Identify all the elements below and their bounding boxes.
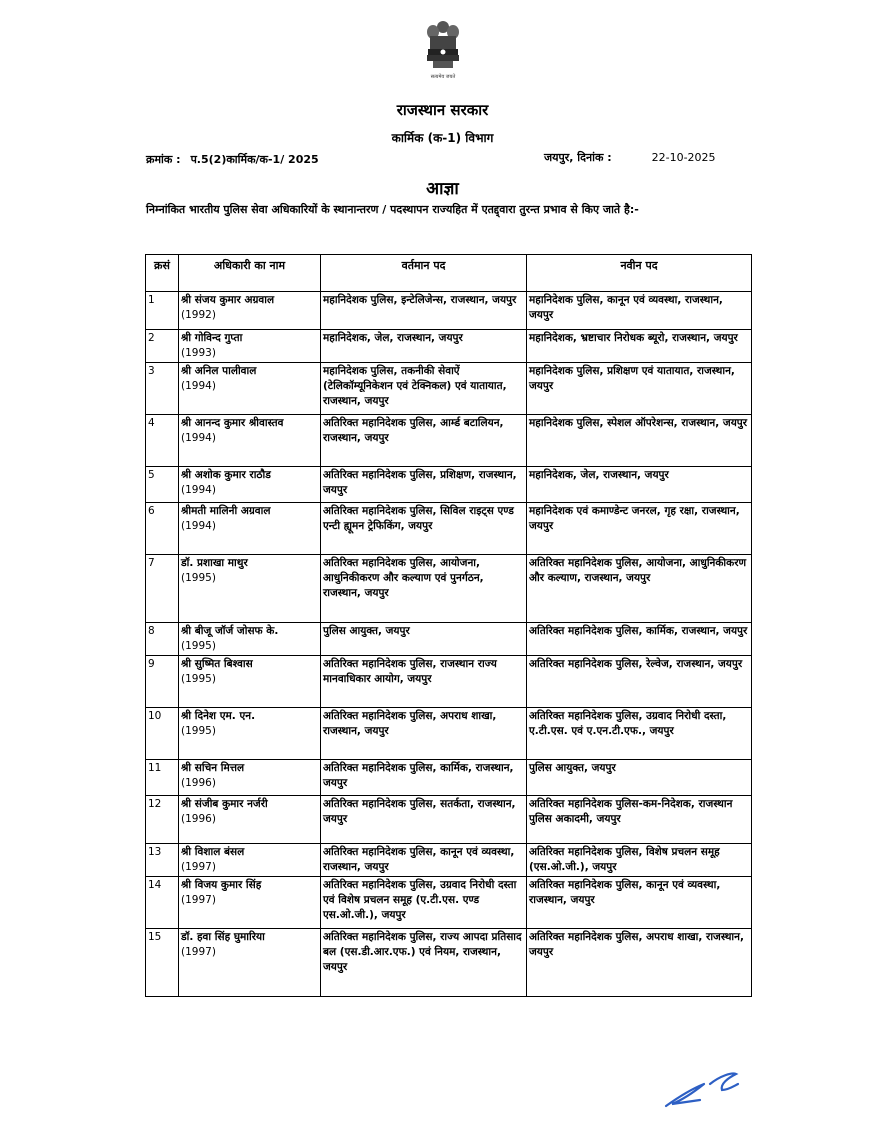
batch-year: (1997): [181, 861, 216, 873]
serial-number: 15: [146, 929, 179, 997]
officer-name: श्री संजय कुमार अग्रवाल: [181, 294, 275, 306]
officer-name: श्री सचिन मित्तल: [181, 762, 245, 774]
new-post: अतिरिक्त महानिदेशक पुलिस, उग्रवाद निरोधी दस्ता, ए.टी.एस. एवं ए.एन.टी.एफ., जयपुर: [527, 708, 752, 760]
new-post: पुलिस आयुक्त, जयपुर: [527, 760, 752, 796]
officer-cell: [179, 467, 321, 503]
reference-value: प.5(2)कार्मिक/क-1/ 2025: [190, 153, 319, 166]
batch-year: (1996): [181, 813, 216, 825]
batch-year: (1992): [181, 309, 216, 321]
new-post: अतिरिक्त महानिदेशक पुलिस, रेल्वेज, राजस्थान, जयपुर: [527, 656, 752, 708]
new-post: महानिदेशक, जेल, राजस्थान, जयपुर: [527, 467, 752, 503]
batch-year: (1997): [181, 946, 216, 958]
state-emblem: [419, 18, 467, 82]
department-title: कार्मिक (क-1) विभाग: [391, 131, 494, 145]
batch-year: (1994): [181, 380, 216, 392]
table-row: [146, 467, 752, 503]
serial-number: 8: [146, 623, 179, 656]
table-row: [146, 503, 752, 555]
batch-year: (1995): [181, 640, 216, 652]
officer-cell: [179, 555, 321, 623]
current-post: अतिरिक्त महानिदेशक पुलिस, अपराध शाखा, राजस्थान, जयपुर: [321, 708, 527, 760]
officer-cell: [179, 503, 321, 555]
officer-name: श्री आनन्द कुमार श्रीवास्तव: [181, 417, 284, 429]
current-post: महानिदेशक पुलिस, इन्टेलिजेन्स, राजस्थान, जयपुर: [321, 292, 527, 330]
officer-cell: [179, 292, 321, 330]
current-post: महानिदेशक पुलिस, तकनीकी सेवाऐं (टेलिकॉम्यूनिकेशन एवं टेक्निकल) एवं यातायात, राजस्थान, जयपुर: [321, 363, 527, 415]
officer-name: डॉ. हवा सिंह घुमारिया: [181, 931, 265, 943]
table-row: [146, 555, 752, 623]
header-new-post: नवीन पद: [527, 255, 752, 292]
serial-number: 2: [146, 330, 179, 363]
batch-year: (1995): [181, 572, 216, 584]
order-date: 22-10-2025: [651, 151, 716, 164]
table-row: [146, 796, 752, 844]
new-post: अतिरिक्त महानिदेशक पुलिस, आयोजना, आधुनिकीकरण और कल्याण, राजस्थान, जयपुर: [527, 555, 752, 623]
current-post: अतिरिक्त महानिदेशक पुलिस, आयोजना, आधुनिकीकरण और कल्याण एवं पुनर्गठन, राजस्थान, जयपुर: [321, 555, 527, 623]
batch-year: (1994): [181, 484, 216, 496]
current-post: अतिरिक्त महानिदेशक पुलिस, राज्य आपदा प्रतिसाद बल (एस.डी.आर.एफ.) एवं नियम, राजस्थान, जयपुर: [321, 929, 527, 997]
table-row: [146, 292, 752, 330]
government-title: राजस्थान सरकार: [396, 101, 489, 119]
place-date: [544, 150, 716, 165]
officer-name: श्री अशोक कुमार राठौड: [181, 469, 271, 481]
batch-year: (1995): [181, 725, 216, 737]
officer-cell: [179, 623, 321, 656]
batch-year: (1993): [181, 347, 216, 359]
new-post: महानिदेशक पुलिस, प्रशिक्षण एवं यातायात, राजस्थान, जयपुर: [527, 363, 752, 415]
signature: [660, 1066, 740, 1110]
new-post: महानिदेशक, भ्रष्टाचार निरोधक ब्यूरो, राजस्थान, जयपुर: [527, 330, 752, 363]
header-serial: क्रसं: [146, 255, 179, 292]
officer-cell: [179, 656, 321, 708]
current-post: अतिरिक्त महानिदेशक पुलिस, कानून एवं व्यवस्था, राजस्थान, जयपुर: [321, 844, 527, 877]
officer-name: श्री बीजू जॉर्ज जोसफ के.: [181, 625, 279, 637]
current-post: पुलिस आयुक्त, जयपुर: [321, 623, 527, 656]
current-post: अतिरिक्त महानिदेशक पुलिस, प्रशिक्षण, राजस्थान, जयपुर: [321, 467, 527, 503]
reference-number: [146, 152, 319, 167]
officer-name: श्री अनिल पालीवाल: [181, 365, 257, 377]
officer-name: श्री संजीब कुमार नर्जरी: [181, 798, 268, 810]
serial-number: 13: [146, 844, 179, 877]
officer-cell: [179, 929, 321, 997]
serial-number: 5: [146, 467, 179, 503]
current-post: अतिरिक्त महानिदेशक पुलिस, कार्मिक, राजस्थान, जयपुर: [321, 760, 527, 796]
batch-year: (1995): [181, 673, 216, 685]
table-header-row: [146, 255, 752, 292]
place-label: जयपुर, दिनांक :: [544, 151, 612, 164]
serial-number: 4: [146, 415, 179, 467]
table-row: [146, 656, 752, 708]
new-post: अतिरिक्त महानिदेशक पुलिस, विशेष प्रचलन समूह (एस.ओ.जी.), जयपुर: [527, 844, 752, 877]
new-post: महानिदेशक एवं कमाण्डेन्ट जनरल, गृह रक्षा, राजस्थान, जयपुर: [527, 503, 752, 555]
ashoka-lion-emblem-icon: [419, 18, 467, 74]
officer-name: श्री सुष्मित बिश्वास: [181, 658, 253, 670]
officer-cell: [179, 844, 321, 877]
serial-number: 7: [146, 555, 179, 623]
new-post: अतिरिक्त महानिदेशक पुलिस, कानून एवं व्यवस्था, राजस्थान, जयपुर: [527, 877, 752, 929]
officer-cell: [179, 877, 321, 929]
officer-name: श्री गोविन्द गुप्ता: [181, 332, 243, 344]
header-officer-name: अधिकारी का नाम: [179, 255, 321, 292]
new-post: अतिरिक्त महानिदेशक पुलिस-कम-निदेशक, राजस्थान पुलिस अकादमी, जयपुर: [527, 796, 752, 844]
serial-number: 1: [146, 292, 179, 330]
current-post: अतिरिक्त महानिदेशक पुलिस, सिविल राइट्स एण्ड एन्टी ह्यूमन ट्रेफिकिंग, जयपुर: [321, 503, 527, 555]
serial-number: 9: [146, 656, 179, 708]
current-post: अतिरिक्त महानिदेशक पुलिस, सतर्कता, राजस्थान, जयपुर: [321, 796, 527, 844]
new-post: महानिदेशक पुलिस, स्पेशल ऑपरेशन्स, राजस्थान, जयपुर: [527, 415, 752, 467]
table-row: [146, 877, 752, 929]
order-title: आज्ञा: [426, 179, 459, 199]
table-row: [146, 623, 752, 656]
officer-cell: [179, 760, 321, 796]
emblem-motto: सत्यमेव जयते: [430, 74, 456, 80]
officer-cell: [179, 330, 321, 363]
serial-number: 14: [146, 877, 179, 929]
batch-year: (1994): [181, 520, 216, 532]
officer-cell: [179, 708, 321, 760]
officer-name: श्री दिनेश एम. एन.: [181, 710, 256, 722]
serial-number: 3: [146, 363, 179, 415]
table-row: [146, 415, 752, 467]
officer-cell: [179, 796, 321, 844]
serial-number: 11: [146, 760, 179, 796]
current-post: अतिरिक्त महानिदेशक पुलिस, राजस्थान राज्य मानवाधिकार आयोग, जयपुर: [321, 656, 527, 708]
reference-label: क्रमांक :: [146, 153, 181, 166]
table-row: [146, 760, 752, 796]
transfer-table: [145, 254, 752, 997]
table-row: [146, 708, 752, 760]
table-row: [146, 844, 752, 877]
table-row: [146, 330, 752, 363]
new-post: अतिरिक्त महानिदेशक पुलिस, कार्मिक, राजस्थान, जयपुर: [527, 623, 752, 656]
officer-name: श्रीमती मालिनी अग्रवाल: [181, 505, 271, 517]
officer-name: श्री विजय कुमार सिंह: [181, 879, 262, 891]
serial-number: 12: [146, 796, 179, 844]
current-post: अतिरिक्त महानिदेशक पुलिस, उग्रवाद निरोधी दस्ता एवं विशेष प्रचलन समूह (ए.टी.एस. एण्ड एस.ओ.जी.), जयपुर: [321, 877, 527, 929]
serial-number: 10: [146, 708, 179, 760]
intro-text: निम्नांकित भारतीय पुलिस सेवा अधिकारियों के स्थानान्तरण / पदस्थापन राज्यहित में एतद्द्वारा तुरन्त प्रभाव से किए जाते है:-: [146, 203, 639, 216]
current-post: अतिरिक्त महानिदेशक पुलिस, आर्म्ड बटालियन, राजस्थान, जयपुर: [321, 415, 527, 467]
new-post: अतिरिक्त महानिदेशक पुलिस, अपराध शाखा, राजस्थान, जयपुर: [527, 929, 752, 997]
serial-number: 6: [146, 503, 179, 555]
current-post: महानिदेशक, जेल, राजस्थान, जयपुर: [321, 330, 527, 363]
table-row: [146, 363, 752, 415]
batch-year: (1994): [181, 432, 216, 444]
officer-name: श्री विशाल बंसल: [181, 846, 245, 858]
batch-year: (1997): [181, 894, 216, 906]
officer-cell: [179, 363, 321, 415]
table-row: [146, 929, 752, 997]
header-current-post: वर्तमान पद: [321, 255, 527, 292]
officer-cell: [179, 415, 321, 467]
batch-year: (1996): [181, 777, 216, 789]
new-post: महानिदेशक पुलिस, कानून एवं व्यवस्था, राजस्थान, जयपुर: [527, 292, 752, 330]
officer-name: डॉ. प्रशाखा माथुर: [181, 557, 248, 569]
